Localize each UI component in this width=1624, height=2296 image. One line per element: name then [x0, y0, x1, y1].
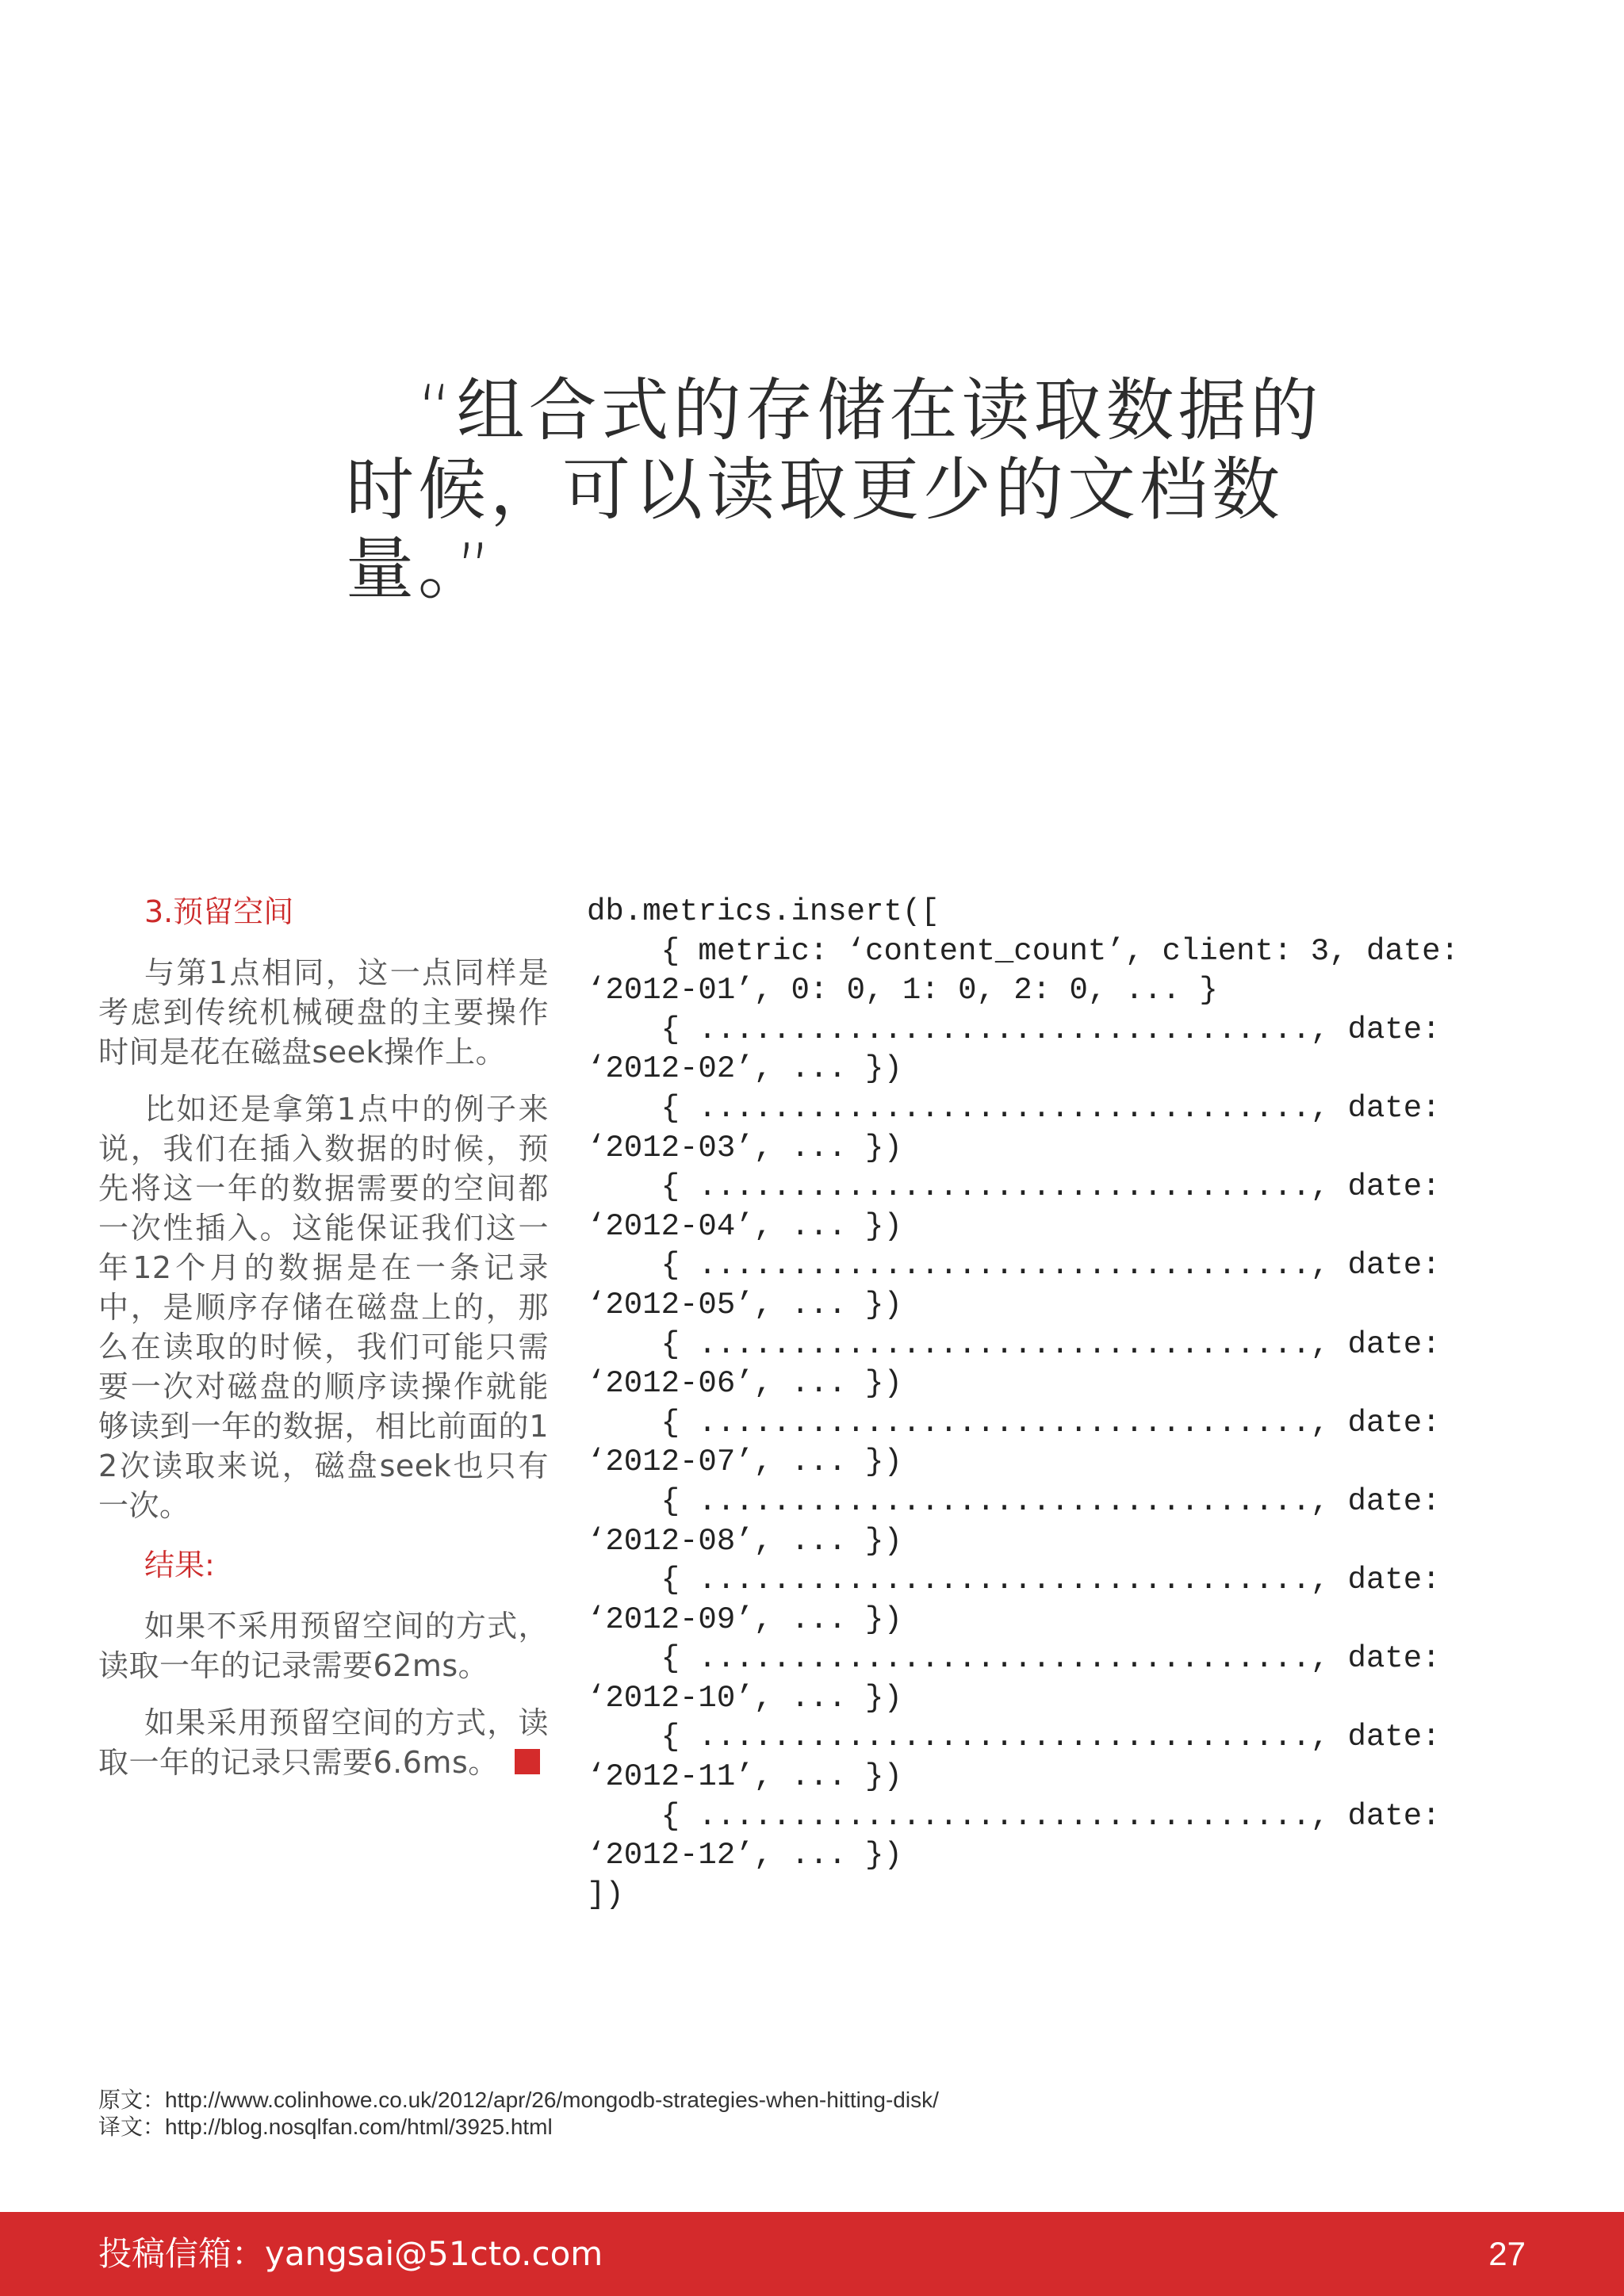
body-paragraph: 与第1点相同，这一点同样是考虑到传统机械硬盘的主要操作时间是花在磁盘seek操作上。: [98, 955, 549, 1070]
code-line: { ................................., date:: [587, 1012, 1441, 1047]
code-line: { ................................., date:: [587, 1798, 1441, 1834]
code-line: ‘2012-01’, 0: 0, 1: 0, 2: 0, ... }: [587, 973, 1218, 1008]
pull-quote-line: 量。”: [346, 530, 496, 609]
body-paragraph-text: 如果采用预留空间的方式，读取一年的记录只需要6.6ms。: [98, 1705, 549, 1780]
article-body-column: [98, 890, 549, 1800]
code-line: ‘2012-10’, ... }): [587, 1680, 902, 1716]
code-line: { ................................., date:: [587, 1720, 1441, 1755]
code-line: ‘2012-04’, ... }): [587, 1208, 902, 1244]
code-line: db.metrics.insert([: [587, 894, 940, 929]
code-line: ‘2012-06’, ... }): [587, 1366, 902, 1402]
code-line: { ................................., date:: [587, 1248, 1441, 1284]
translation-source-link[interactable]: 译文：http://blog.nosqlfan.com/html/3925.html: [98, 2114, 553, 2139]
body-paragraph: 比如还是拿第1点中的例子来说，我们在插入数据的时候，预先将这一年的数据需要的空间都一次性插入。这能保证我们这一年12个月的数据是在一条记录中，是顺序存储在磁盘上的，那么在读取的时候，我们可能只需要一次对磁盘的顺序读操作就能够读到一年的数据，相比前面的12次读取来说，磁盘seek也只有一次。: [98, 1092, 549, 1523]
code-line: ‘2012-12’, ... }): [587, 1838, 902, 1873]
end-of-article-mark: [515, 1749, 540, 1774]
code-line: { ................................., date:: [587, 1405, 1441, 1441]
result-heading: 结果:: [144, 1548, 215, 1582]
original-source-link[interactable]: 原文：http://www.colinhowe.co.uk/2012/apr/26/mongodb-strategies-when-hitting-disk/: [98, 2087, 939, 2112]
code-line: ‘2012-03’, ... }): [587, 1130, 902, 1165]
pull-quote-line: “组合式的存储在读取数据的: [417, 371, 1323, 450]
footer-bar: [0, 2212, 1624, 2296]
code-line: { metric: ‘content_count’, client: 3, date:: [587, 933, 1459, 969]
code-line: ‘2012-09’, ... }): [587, 1601, 902, 1637]
code-line: { ................................., date:: [587, 1326, 1441, 1362]
pull-quote-line: 时候，可以读取更少的文档数: [346, 450, 1284, 530]
code-block: [587, 893, 1459, 1915]
code-line: { ................................., date:: [587, 1641, 1441, 1677]
code-line: { ................................., date:: [587, 1169, 1441, 1205]
source-references: [98, 2087, 939, 2141]
code-line: ‘2012-08’, ... }): [587, 1523, 902, 1559]
body-paragraph: 如果不采用预留空间的方式，读取一年的记录需要62ms。: [98, 1609, 549, 1683]
code-line: ‘2012-05’, ... }): [587, 1287, 902, 1322]
code-line: ‘2012-02’, ... }): [587, 1051, 902, 1087]
code-line: { ................................., date:: [587, 1563, 1441, 1598]
code-line: ‘2012-07’, ... }): [587, 1445, 902, 1480]
code-line: { ................................., date:: [587, 1483, 1441, 1519]
code-line: { ................................., date:: [587, 1090, 1441, 1126]
section-heading: 3.预留空间: [144, 894, 294, 929]
page-number: 27: [1488, 2235, 1526, 2272]
pull-quote: [346, 371, 1323, 609]
code-line: ‘2012-11’, ... }): [587, 1759, 902, 1795]
code-line: ]): [587, 1877, 624, 1912]
submission-email[interactable]: 投稿信箱：yangsai@51cto.com: [98, 2234, 603, 2273]
body-paragraph-last: [98, 1703, 549, 1782]
